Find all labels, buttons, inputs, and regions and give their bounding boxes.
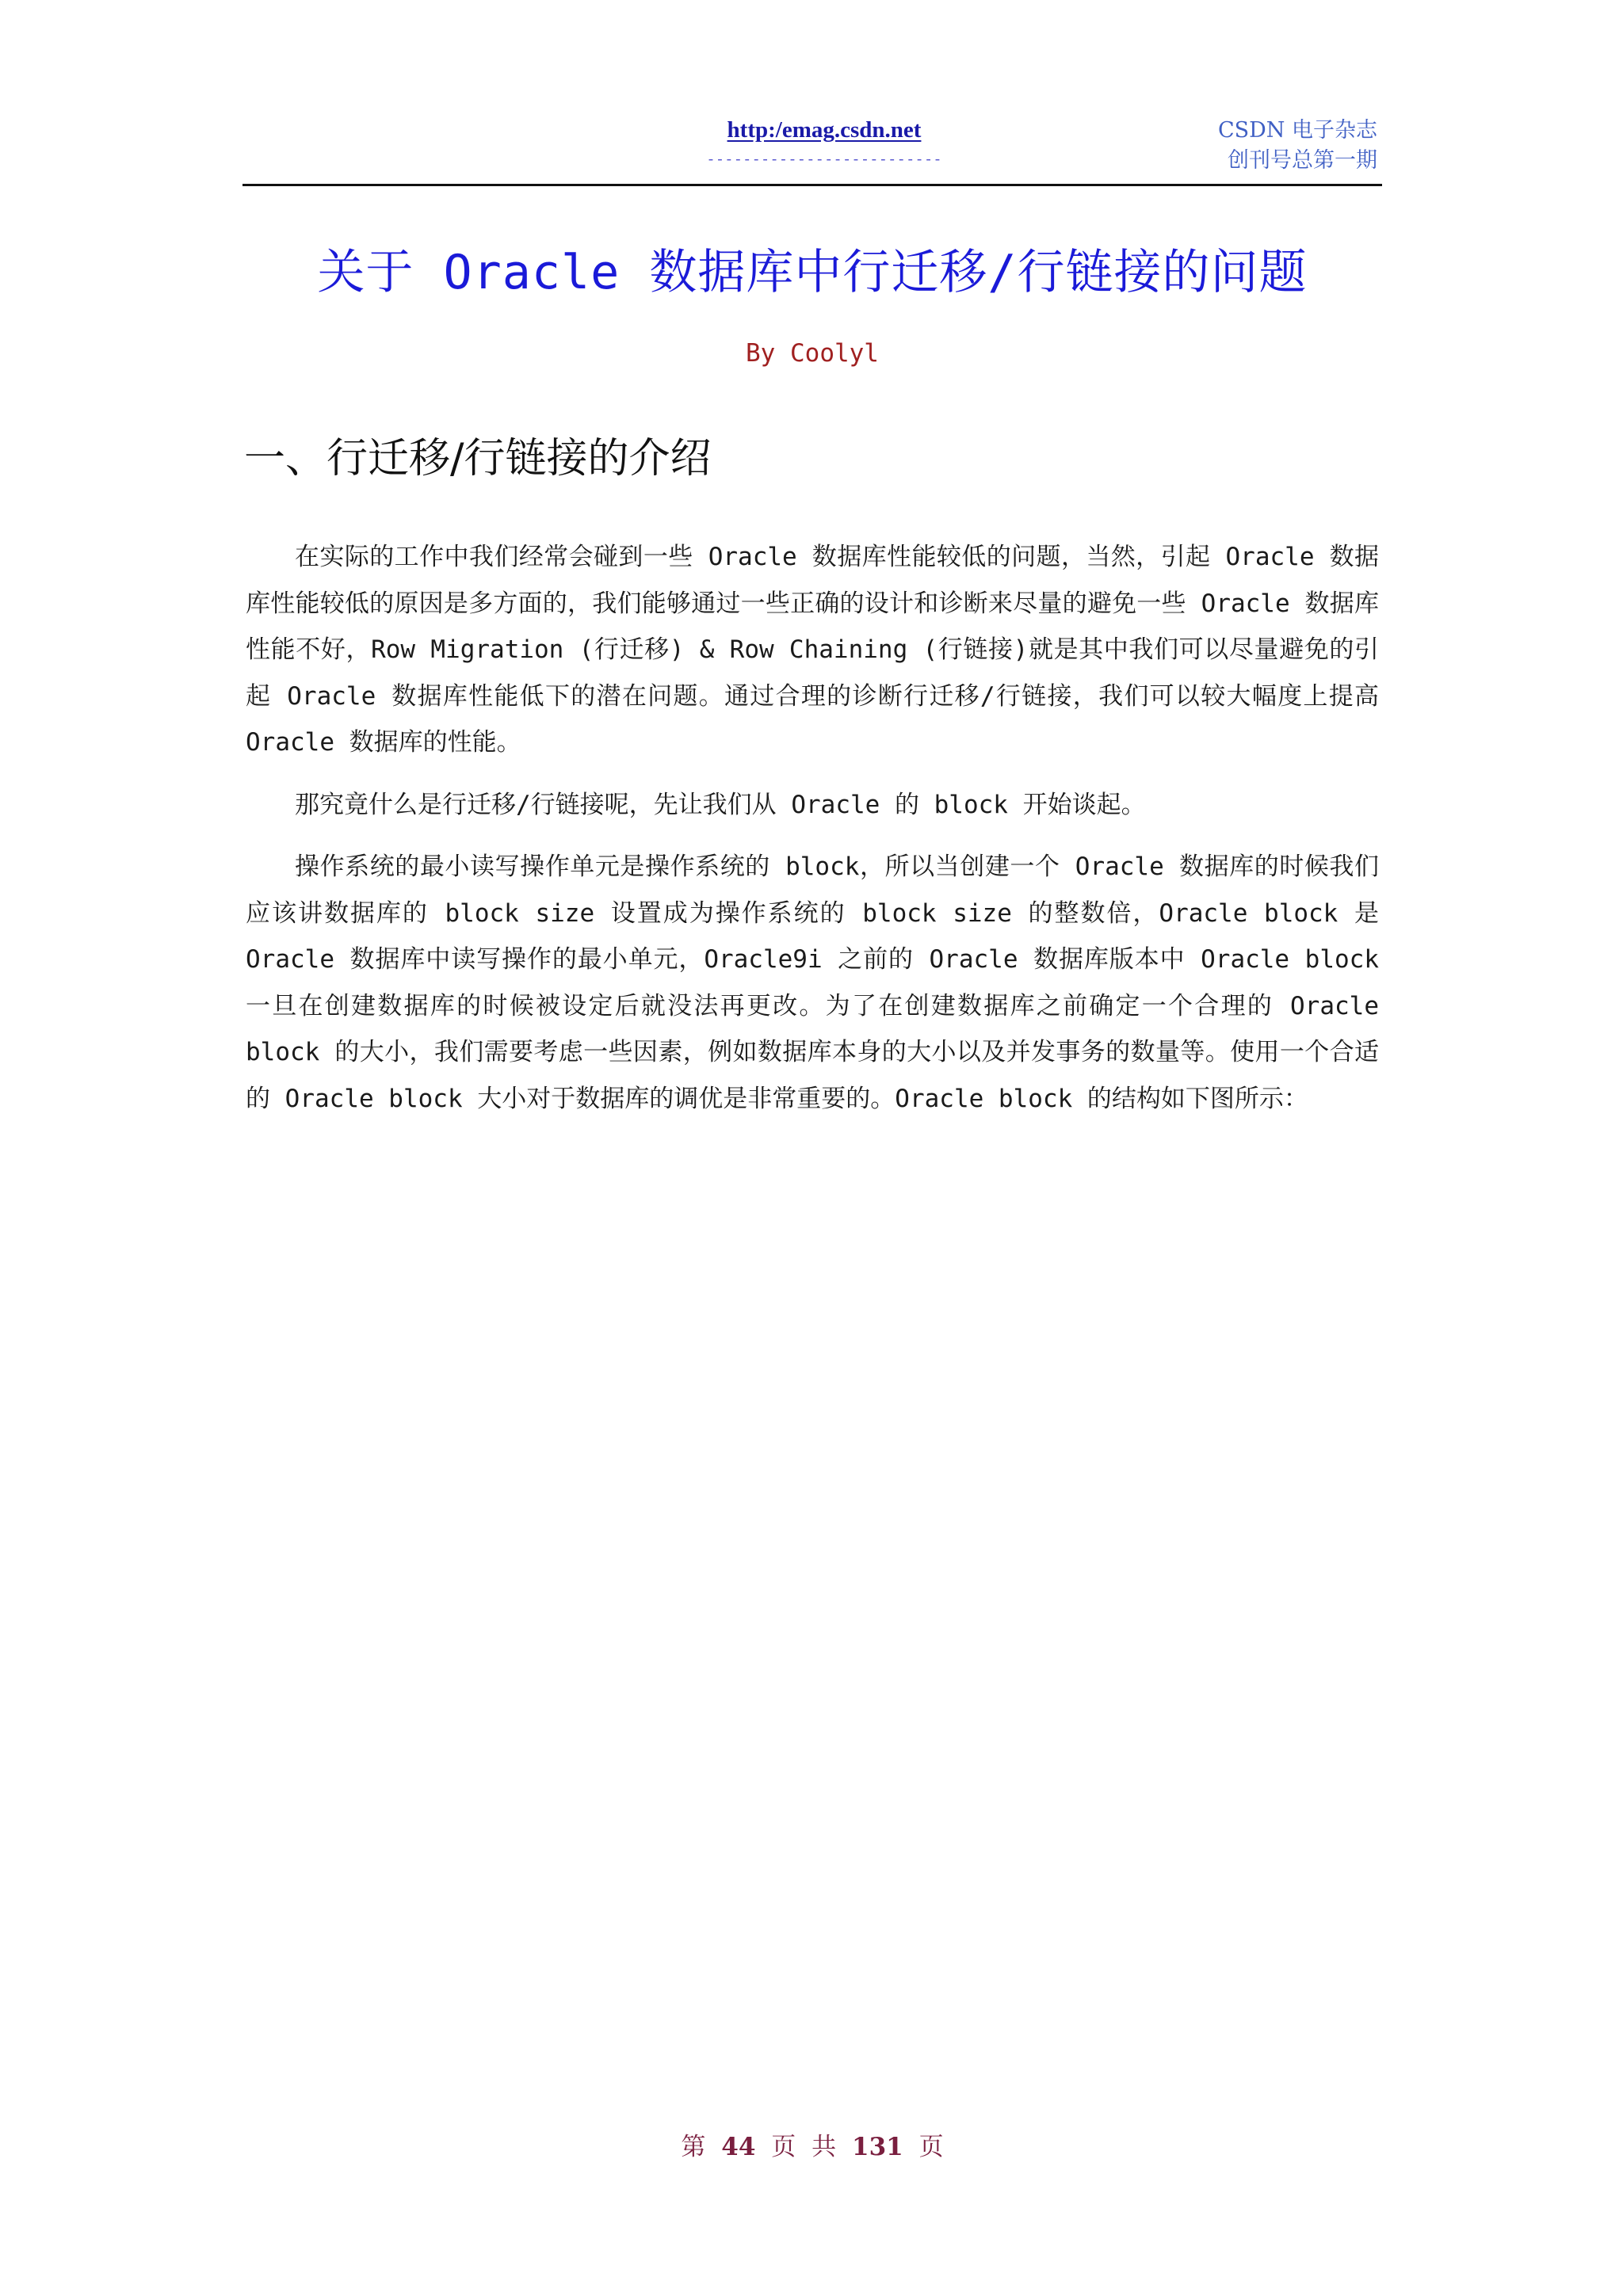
site-link[interactable]: http:/emag.csdn.net — [727, 117, 922, 143]
footer-suffix: 页 — [918, 2133, 944, 2161]
article-title: 关于 Oracle 数据库中行迁移/行链接的问题 — [317, 245, 1308, 300]
body-paragraph: 操作系统的最小读写操作单元是操作系统的 block，所以当创建一个 Oracle 数据库的时候我们应该讲数据库的 block size 设置成为操作系统的 block size 的整数倍，Oracle block 是 Oracle 数据库中读写操作的最小单元，Oracle9i 之前的 Oracle 数据库版本中 Oracle block 一旦在创建数据库的时候被设定后就没法再更改。为了在创建数据库之前确定一个合理的 Oracle block 的大小，我们需要考虑一些因素，例如数据库本身的大小以及并发事务的数量等。使用一个合适的 Oracle block 大小对于数据库的调优是非常重要的。Oracle block 的结构如下图所示： — [246, 852, 1379, 1113]
magazine-name: CSDN 电子杂志 — [1217, 118, 1377, 143]
header-dashes: -------------------------- — [706, 151, 942, 167]
section-heading: 一、行迁移/行链接的介绍 — [244, 435, 712, 482]
total-pages-number: 131 — [852, 2133, 903, 2161]
page-header — [242, 111, 1382, 186]
footer-prefix: 第 — [681, 2133, 706, 2161]
article-body — [246, 534, 1379, 1138]
issue-label: 创刊号总第一期 — [1228, 148, 1377, 173]
body-paragraph: 那究竟什么是行迁移/行链接呢，先让我们从 Oracle 的 block 开始谈起。 — [295, 790, 1146, 819]
header-link-block — [705, 117, 943, 167]
article-byline: By Coolyl — [746, 339, 879, 368]
body-paragraph: 在实际的工作中我们经常会碰到一些 Oracle 数据库性能较低的问题，当然，引起 Oracle 数据库性能较低的原因是多方面的，我们能够通过一些正确的设计和诊断来尽量的避免一些 Oracle 数据库性能不好，Row Migration (行迁移) & Row Chaining (行链接)就是其中我们可以尽量避免的引起 Oracle 数据库性能低下的潜在问题。通过合理的诊断行迁移/行链接，我们可以较大幅度上提高 Oracle 数据库的性能。 — [246, 543, 1379, 757]
current-page-number: 44 — [721, 2133, 756, 2161]
header-magazine-info — [1218, 116, 1377, 176]
page-footer — [242, 2126, 1382, 2162]
footer-middle: 页 共 — [771, 2133, 837, 2161]
